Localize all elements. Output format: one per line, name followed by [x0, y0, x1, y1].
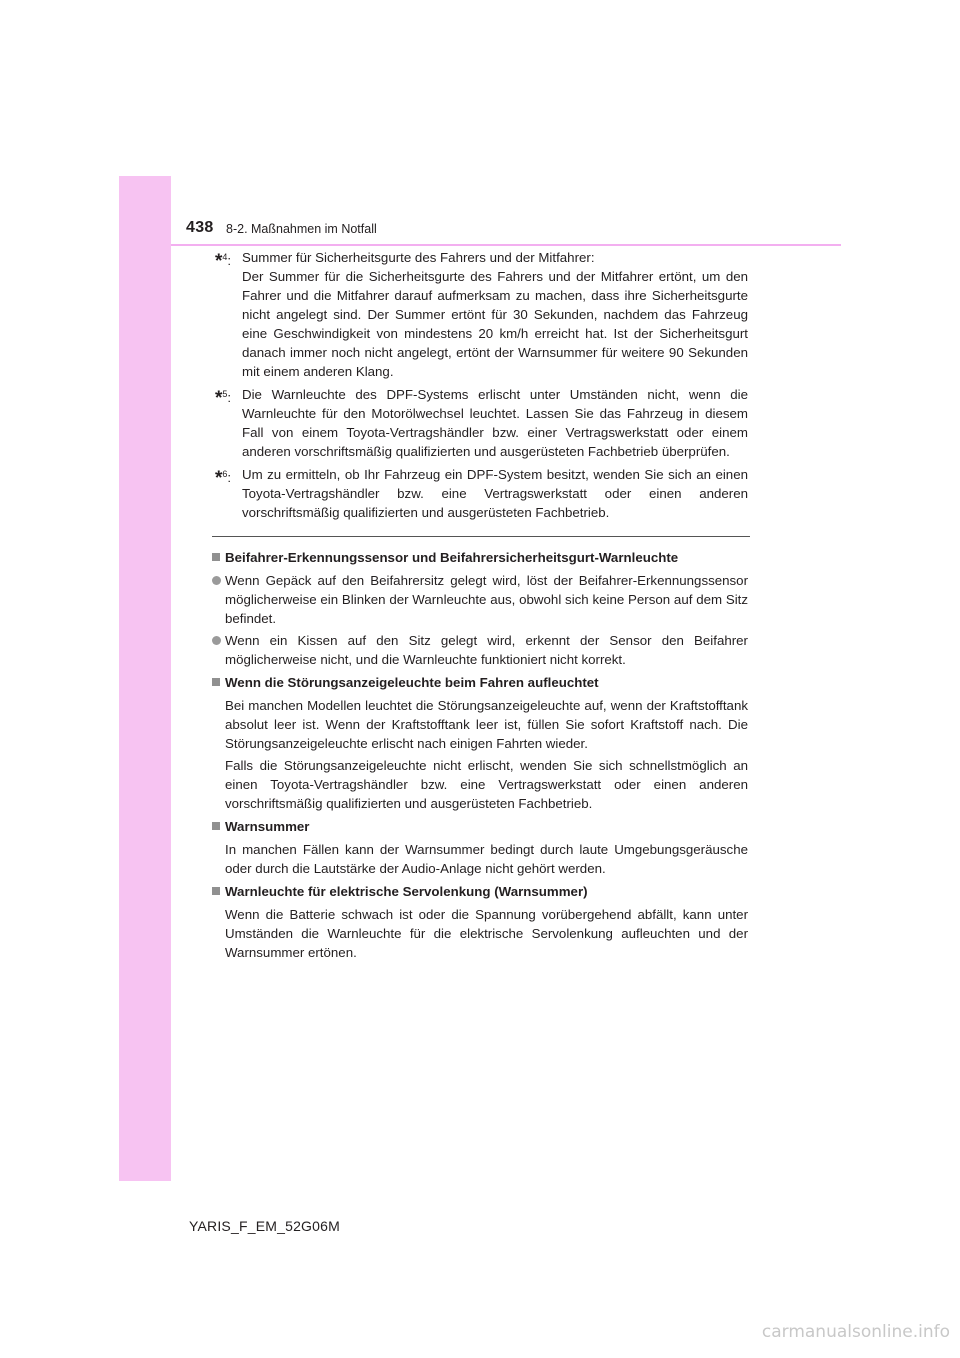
list-item: Wenn ein Kissen auf den Sitz gelegt wird, erkennt der Sensor den Beifahrer möglicherweise nicht, und die Warnleuchte funktioniert nicht korrekt. [212, 631, 748, 669]
paragraph: In manchen Fällen kann der Warnsummer bedingt durch laute Umgebungsgeräusche oder durch die Lautstärke der Audio-Anlage nicht gehört werden. [225, 842, 748, 876]
footnote-marker: *$^5$: [215, 388, 232, 409]
page-content [212, 248, 748, 966]
section-passenger-sensor [212, 548, 748, 669]
section-heading: Warnsummer [212, 817, 748, 836]
square-bullet-icon [212, 553, 220, 561]
section-warning-buzzer [212, 817, 748, 878]
circle-bullet-icon [212, 576, 221, 585]
square-bullet-icon [212, 887, 220, 895]
footnote-text: Der Summer für die Sicherheitsgurte des Fahrers und der Mitfahrer ertönt, um den Fahrer und die Mitfahrer darauf aufmerksam zu machen, dass ihre Sicherheitsgurte nicht angelegt sind. Der Summer ertönt für 30 Sekunden, nachdem das Fahrzeug eine Geschwindigkeit von mindestens 20 km/h erreicht hat. Ist der Sicherheitsgurt danach immer noch nicht angelegt, ertönt der Warnsummer für weitere 90 Sekunden mit einem anderen Klang. [242, 269, 748, 379]
paragraph: Bei manchen Modellen leuchtet die Störungsanzeigeleuchte auf, wenn der Kraftstofftank absolut leer ist. Wenn der Kraftstofftank leer ist, füllen Sie sofort Kraftstoff nach. Die Störungsanzeigeleuchte erlischt nach einigen Fahrten wieder. [225, 698, 748, 751]
footnote-4 [212, 248, 748, 381]
section-malfunction-light [212, 673, 748, 813]
footnote-6 [212, 465, 748, 522]
section-divider [212, 536, 750, 537]
paragraph: Falls die Störungsanzeigeleuchte nicht erlischt, wenden Sie sich schnellstmöglich an einen Toyota-Vertragshändler bzw. eine Vertragswerkstatt oder einen anderen vorschriftsmäßig qualifizierten und ausgerüsteten Fachbetrieb. [225, 758, 748, 811]
section-title: 8-2. Maßnahmen im Notfall [226, 222, 377, 236]
section-heading: Warnleuchte für elektrische Servolenkung (Warnsummer) [212, 882, 748, 901]
header-rule [171, 244, 841, 246]
footnote-text: Um zu ermitteln, ob Ihr Fahrzeug ein DPF-System besitzt, wenden Sie sich an einen Toyota-Vertragshändler bzw. eine Vertragswerkstatt oder einen anderen vorschriftsmäßig qualifizierten und ausgerüsteten Fachbetrieb. [242, 467, 748, 520]
footnote-marker: *$^4$: [215, 251, 232, 272]
section-heading: Beifahrer-Erkennungssensor und Beifahrersicherheitsgurt-Warnleuchte [212, 548, 748, 567]
square-bullet-icon [212, 678, 220, 686]
footnote-text: Die Warnleuchte des DPF-Systems erlischt unter Umständen nicht, wenn die Warnleuchte für den Motorölwechsel leuchtet. Lassen Sie das Fahrzeug in diesem Fall von einem Toyota-Vertragshändler bzw. einer Vertragswerkstatt oder einem anderen vorschriftsmäßig qualifizierten und ausgerüsteten Fachbetrieb überprüfen. [242, 387, 748, 459]
watermark: carmanualsonline.info [761, 1322, 950, 1342]
section-heading: Wenn die Störungsanzeigeleuchte beim Fahren aufleuchtet [212, 673, 748, 692]
circle-bullet-icon [212, 636, 221, 645]
footnote-5 [212, 385, 748, 461]
page-number: 438 [186, 219, 214, 236]
list-item: Wenn Gepäck auf den Beifahrersitz gelegt wird, löst der Beifahrer-Erkennungssensor möglicherweise ein Blinken der Warnleuchte aus, obwohl sich keine Person auf dem Sitz befindet. [212, 571, 748, 628]
paragraph: Wenn die Batterie schwach ist oder die Spannung vorübergehend abfällt, kann unter Umständen die Warnleuchte für die elektrische Servolenkung aufleuchten und der Warnsummer ertönen. [225, 907, 748, 960]
section-power-steering [212, 882, 748, 962]
square-bullet-icon [212, 822, 220, 830]
chapter-sidebar-tab [119, 176, 171, 1181]
footnote-marker: *$^6$: [215, 468, 232, 489]
document-code: YARIS_F_EM_52G06M [189, 1218, 340, 1234]
footnote-title: Summer für Sicherheitsgurte des Fahrers und der Mitfahrer: [242, 250, 595, 265]
